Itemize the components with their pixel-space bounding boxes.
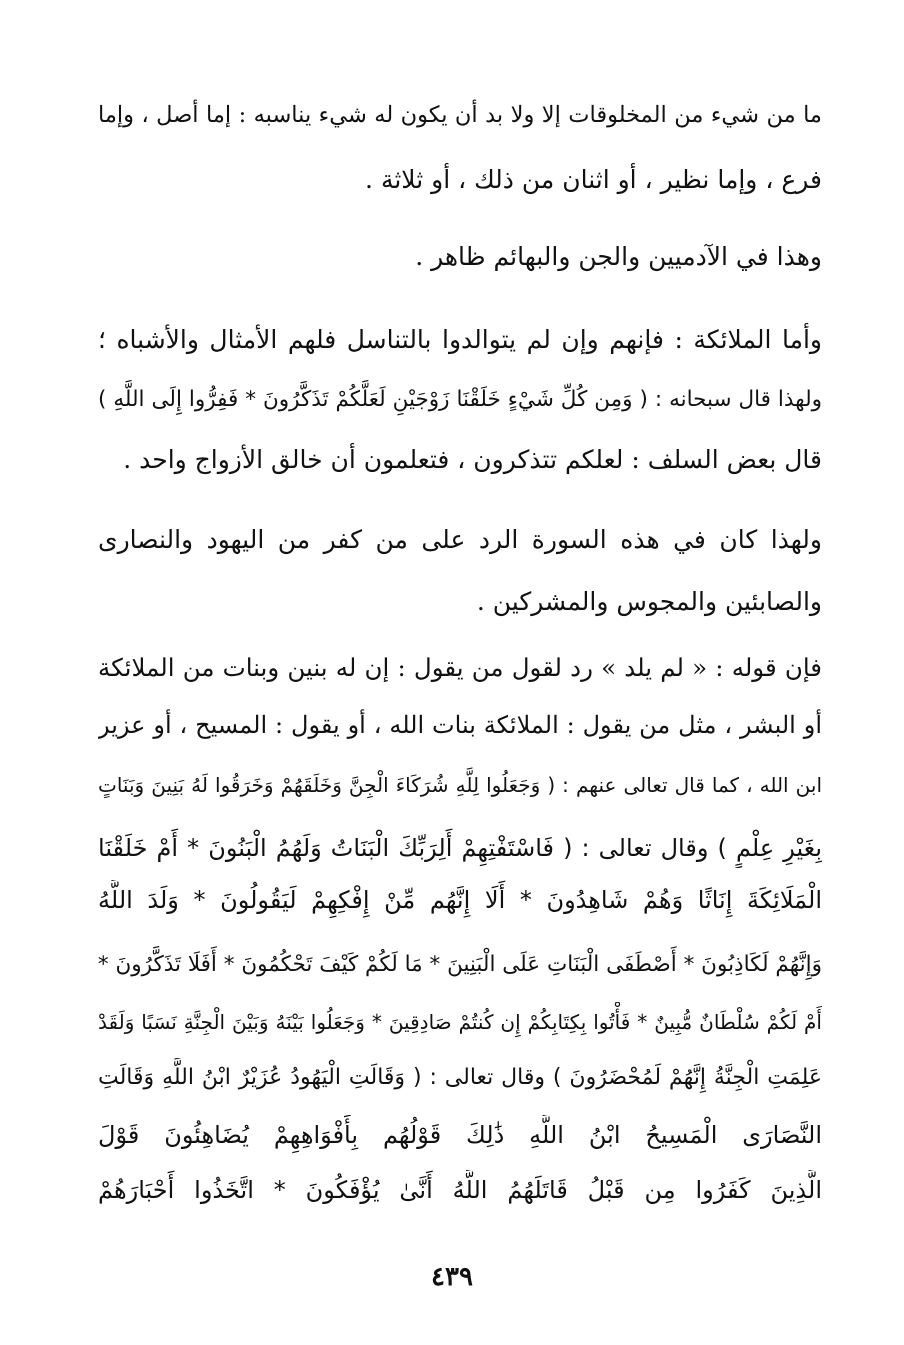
page-number: ٤٣٩	[431, 1262, 473, 1292]
text-line-7: ولهذا كان في هذه السورة الرد على من كفر من اليهود والنصارى	[98, 525, 822, 554]
text-line-15: أَمْ لَكُمْ سُلْطَانٌ مُّبِينٌ * فَأْتُوا بِكِتَابِكُمْ إِن كُنتُمْ صَادِقِينَ * وَجَعَلُوا بَيْنَهُ وَبَيْنَ الْجِنَّةِ نَسَبًا وَلَقَدْ	[98, 1010, 822, 1034]
text-line-9: فإن قوله : « لم يلد » رد لقول من يقول : إن له بنين وبنات من الملائكة	[98, 653, 822, 682]
text-line-1: ما من شيء من المخلوقات إلا ولا بد أن يكون له شيء يناسبه : إما أصل ، وإما	[98, 102, 822, 128]
text-line-10: أو البشر ، مثل من يقول : الملائكة بنات الله ، أو يقول : المسيح ، أو عزير	[98, 711, 822, 739]
text-line-3: وهذا في الآدميين والجن والبهائم ظاهر .	[415, 242, 822, 271]
text-line-13: الْمَلَائِكَةَ إِنَاثًا وَهُمْ شَاهِدُونَ * أَلَا إِنَّهُم مِّنْ إِفْكِهِمْ لَيَقُولُونَ * وَلَدَ اللَّهُ	[98, 886, 822, 914]
text-line-14: وَإِنَّهُمْ لَكَاذِبُونَ * أَصْطَفَى الْبَنَاتِ عَلَى الْبَنِينَ * مَا لَكُمْ كَيْفَ تَحْكُمُونَ * أَفَلَا تَذَكَّرُونَ *	[98, 952, 822, 977]
text-line-4: وأما الملائكة : فإنهم وإن لم يتوالدوا بالتناسل فلهم الأمثال والأشباه ؛	[98, 325, 822, 354]
text-line-5: ولهذا قال سبحانه : ( وَمِن كُلِّ شَيْءٍ خَلَقْنَا زَوْجَيْنِ لَعَلَّكُمْ تَذَكَّرُونَ * فَفِرُّوا إِلَى اللَّهِ )	[98, 387, 822, 412]
text-line-18: الَّذِينَ كَفَرُوا مِن قَبْلُ قَاتَلَهُمُ اللَّهُ أَنَّىٰ يُؤْفَكُونَ * اتَّخَذُوا أَحْبَارَهُمْ	[98, 1176, 822, 1204]
text-line-2: فرع ، وإما نظير ، أو اثنان من ذلك ، أو ثلاثة .	[365, 165, 822, 194]
text-line-11: ابن الله ، كما قال تعالى عنهم : ( وَجَعَلُوا لِلَّهِ شُرَكَاءَ الْجِنَّ وَخَلَقَهُمْ وَخَرَقُوا لَهُ بَنِينَ وَبَنَاتٍ	[98, 773, 822, 797]
text-line-12: بِغَيْرِ عِلْمٍ ) وقال تعالى : ( فَاسْتَفْتِهِمْ أَلِرَبِّكَ الْبَنَاتُ وَلَهُمُ الْبَنُونَ * أَمْ خَلَقْنَا	[98, 834, 822, 862]
text-line-16: عَلِمَتِ الْجِنَّةُ إِنَّهُمْ لَمُحْضَرُونَ ) وقال تعالى : ( وَقَالَتِ الْيَهُودُ عُزَيْرٌ ابْنُ اللَّهِ وَقَالَتِ	[98, 1065, 822, 1090]
text-line-17: النَّصَارَى الْمَسِيحُ ابْنُ اللَّهِ ذَٰلِكَ قَوْلُهُم بِأَفْوَاهِهِمْ يُضَاهِئُونَ قَوْلَ	[98, 1121, 822, 1149]
text-line-6: قال بعض السلف : لعلكم تتذكرون ، فتعلمون أن خالق الأزواج واحد .	[123, 445, 822, 474]
text-line-8: والصابئين والمجوس والمشركين .	[476, 587, 822, 616]
